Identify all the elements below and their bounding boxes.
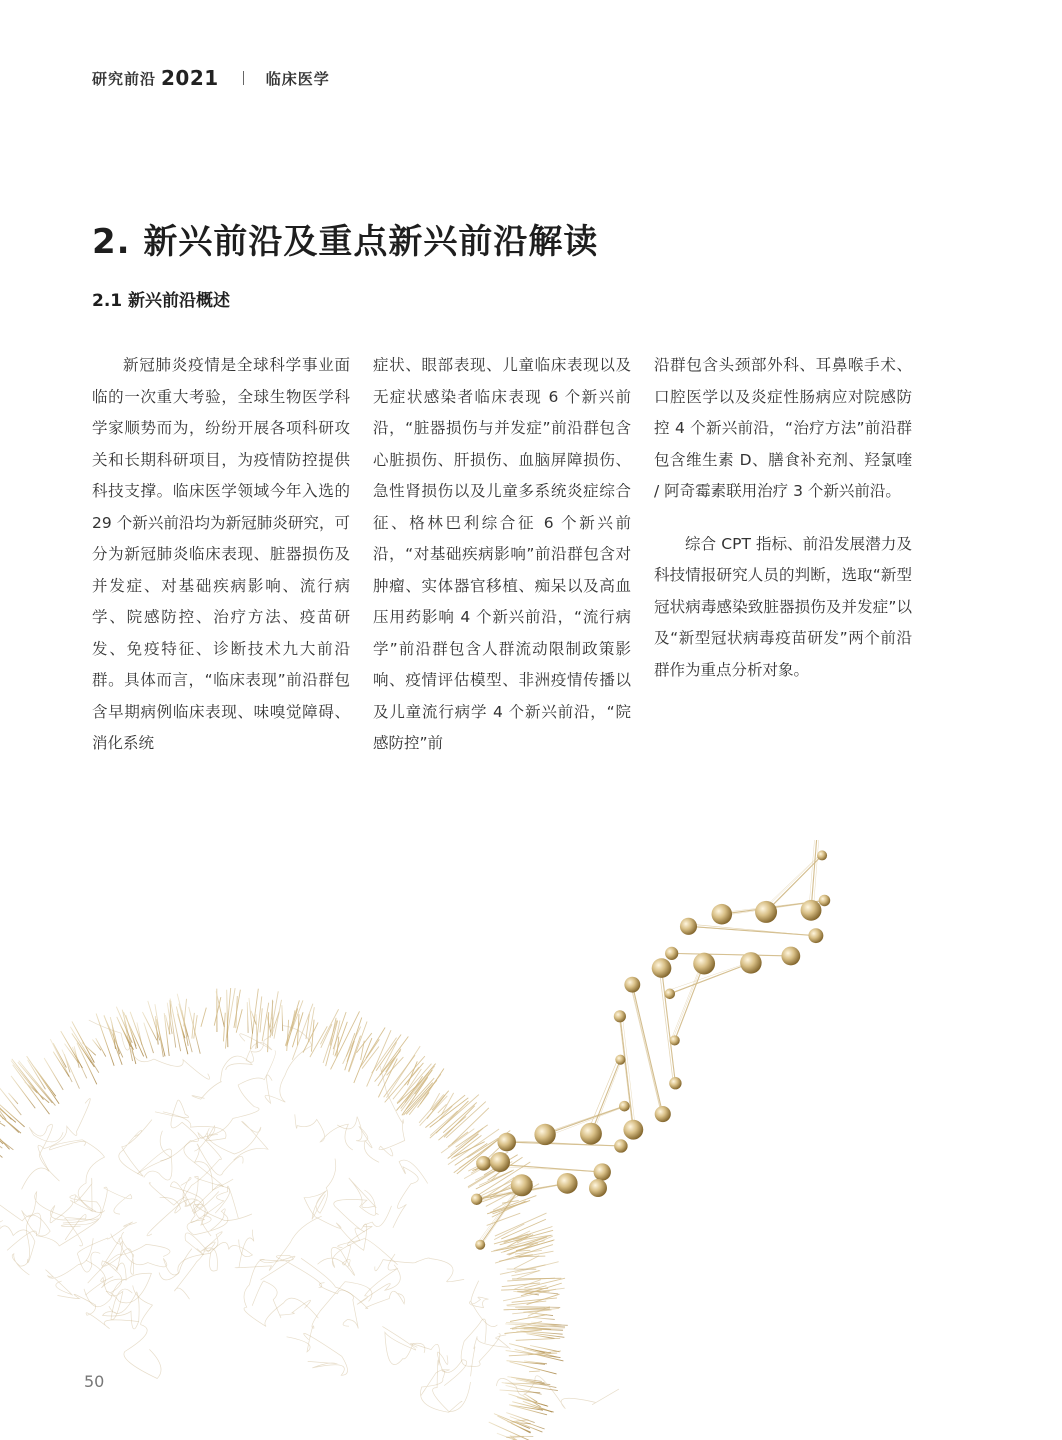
page-number: 50 xyxy=(84,1372,105,1391)
section-title: 2. 新兴前沿及重点新兴前沿解读 xyxy=(92,222,599,262)
paragraph: 沿群包含头颈部外科、耳鼻喉手术、口腔医学以及炎症性肠病应对院感防控 4 个新兴前沿，“治疗方法”前沿群包含维生素 D、膳食补充剂、羟氯喹 / 阿奇霉素联用治疗 3 个新兴前沿。 xyxy=(654,356,912,500)
paragraph: 综合 CPT 指标、前沿发展潜力及科技情报研究人员的判断，选取“新型冠状病毒感染致脏器损伤及并发症”以及“新型冠状病毒疫苗研发”两个前沿群作为重点分析对象。 xyxy=(654,534,912,679)
header-year: 2021 xyxy=(161,66,219,90)
header-divider xyxy=(243,71,244,85)
running-header xyxy=(92,64,330,92)
subsection-title: 2.1 新兴前沿概述 xyxy=(92,291,231,311)
text-column-1 xyxy=(92,350,350,760)
paragraph: 新冠肺炎疫情是全球科学事业面临的一次重大考验，全球生物医学科学家顺势而为，纷纷开展各项科研攻关和长期科研项目，为疫情防控提供科技支撑。临床医学领域今年入选的 29 个新兴前沿均为新冠肺炎研究，可分为新冠肺炎临床表现、脏器损伤及并发症、对基础疾病影响、流行病学、院感防控、治疗方法、疫苗研发、免疫特征、诊断技术九大前沿群。具体而言，“临床表现”前沿群包含早期病例临床表现、味嗅觉障碍、消化系统 xyxy=(92,356,350,752)
text-column-3 xyxy=(654,350,912,686)
header-series: 研究前沿 xyxy=(92,69,157,88)
paragraph: 症状、眼部表现、儿童临床表现以及无症状感染者临床表现 6 个新兴前沿，“脏器损伤与并发症”前沿群包含心脏损伤、肝损伤、血脑屏障损伤、急性肾损伤以及儿童多系统炎症综合征、格林巴利综合征 6 个新兴前沿，“对基础疾病影响”前沿群包含对肿瘤、实体器官移植、痴呆以及高血压用药影响 4 个新兴前沿，“流行病学”前沿群包含人群流动限制政策影响、疫情评估模型、非洲疫情传播以及儿童流行病学 4 个新兴前沿，“院感防控”前 xyxy=(373,356,631,752)
header-field: 临床医学 xyxy=(265,69,330,88)
decorative-illustration xyxy=(0,840,1062,1440)
dna-helix-icon xyxy=(471,840,830,1250)
text-column-2 xyxy=(373,350,631,760)
